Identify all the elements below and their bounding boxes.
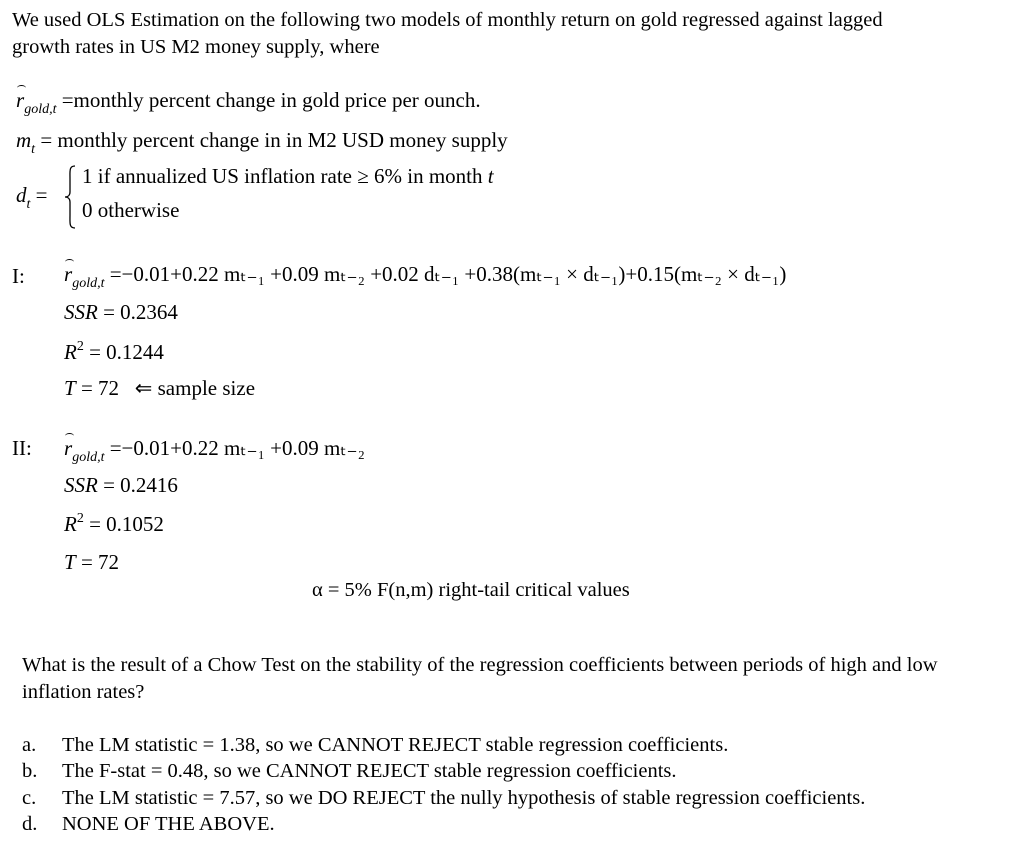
model-2-t: T = 72 [64,550,120,574]
model-1-ssr: SSR = 0.2364 [64,300,178,324]
model-1-r2: $R^2 = 0.1244$ [64,339,164,364]
question-text: What is the result of a Chow Test on the stability of the regression coefficients between periods of high and low inflation rates? [22,654,938,703]
model-2-label: II: [12,436,32,460]
option-b[interactable]: b. The F-stat = 0.48, so we CANNOT REJECT stable regression coefficients. [22,760,677,782]
model-1-equation: $r_{gold,t} =-0.01+0.22$ mₜ₋₁ +0.09 mₜ₋₂ +0.02 dₜ₋₁ +0.38(mₜ₋₁ × dₜ₋₁)+0.15(mₜ₋₂ × dₜ₋₁) [64,262,787,291]
m-definition: $m_t$ = monthly percent change in in M2 USD money supply [16,128,508,157]
intro-line-1: We used OLS Estimation on the following two models of monthly return on gold regressed against lagged [12,9,883,31]
d-case-2: 0 otherwise [82,198,180,222]
sample-size-note: ⇐ sample size [134,376,256,400]
critical-values-caption: α = 5% F(n,m) right-tail critical values [312,579,630,601]
model-1-label: I: [12,264,25,288]
d-definition-symbol: $d_t$ = [16,183,48,212]
option-a[interactable]: a. The LM statistic = 1.38, so we CANNOT REJECT stable regression coefficients. [22,734,729,756]
option-d[interactable]: d. NONE OF THE ABOVE. [22,813,275,835]
r-gold-definition: $r_{gold,t}$ =monthly percent change in gold price per ounch. [16,88,481,117]
option-c[interactable]: c. The LM statistic = 7.57, so we DO REJECT the nully hypothesis of stable regression coefficients. [22,787,866,809]
brace-symbol [64,165,76,229]
model-2-ssr: SSR = 0.2416 [64,473,178,497]
d-case-1: 1 if annualized US inflation rate ≥ 6% in month t [82,164,494,188]
model-2-r2: $R^2 = 0.1052$ [64,511,164,536]
intro-line-2: growth rates in US M2 money supply, where [12,36,380,58]
model-2-equation: $r_{gold,t} =-0.01+0.22$ mₜ₋₁ +0.09 mₜ₋₂ [64,436,365,465]
model-1-t: T = 72 ⇐ sample size [64,376,256,400]
